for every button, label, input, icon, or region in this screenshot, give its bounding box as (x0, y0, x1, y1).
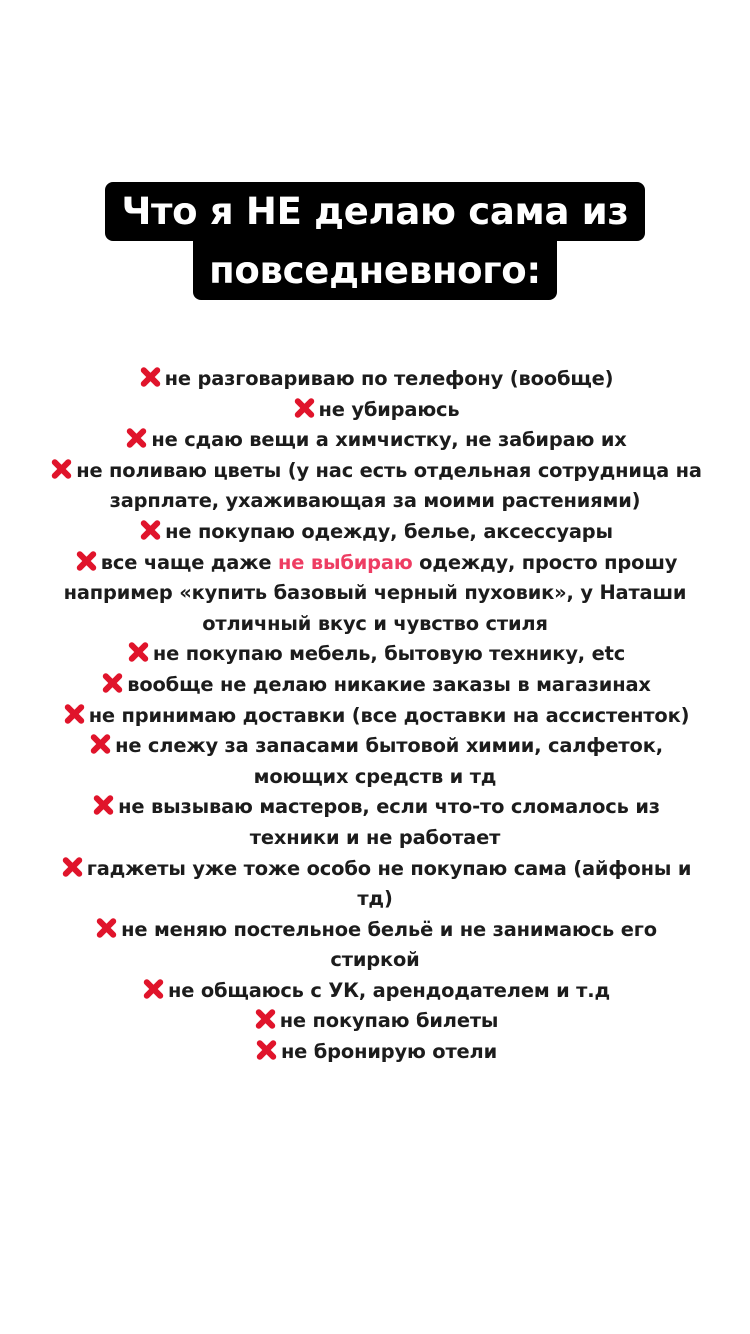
list-item (8, 976, 742, 1007)
list-item (8, 364, 742, 395)
red-cross-mark-icon (140, 978, 166, 1000)
list-item (8, 395, 742, 426)
item-text: не поливаю цветы (у нас есть отдельная сотрудница на (76, 458, 702, 482)
not-do-list (8, 364, 742, 1068)
red-cross-mark-icon (123, 427, 149, 449)
item-text: не покупаю одежду, белье, аксессуары (165, 519, 613, 543)
red-cross-mark-icon (137, 366, 163, 388)
item-text-continued: зарплате, ухаживающая за моими растениями) (109, 489, 641, 513)
title-line-1: Что я НЕ делаю сама из (105, 182, 644, 241)
item-text: не покупаю билеты (279, 1009, 499, 1033)
list-item (8, 670, 742, 701)
red-cross-mark-icon (99, 672, 125, 694)
list-item (8, 456, 742, 517)
item-text: не сдаю вещи а химчистку, не забираю их (151, 428, 627, 452)
red-cross-mark-icon (61, 703, 87, 725)
red-cross-mark-icon (137, 519, 163, 541)
item-text: не слежу за запасами бытовой химии, салфеток, (115, 734, 663, 758)
red-cross-mark-icon (90, 794, 116, 816)
item-text: не разговариваю по телефону (вообще) (164, 367, 614, 390)
list-item (8, 854, 742, 915)
list-item (8, 792, 742, 853)
list-item (8, 731, 742, 792)
list-item (8, 548, 742, 640)
list-item (8, 1037, 742, 1068)
item-text-continued: моющих средств и тд (253, 764, 497, 788)
item-text-continued: например «купить базовый черный пуховик», у Наташи (63, 581, 687, 605)
red-cross-mark-icon (93, 917, 119, 939)
list-item (8, 915, 742, 976)
item-text: не бронирую отели (280, 1040, 498, 1064)
item-text-continued: стиркой (330, 948, 420, 972)
item-text: не общаюсь с УК, арендодателем и т.д (168, 978, 610, 1002)
highlighted-text: не выбираю (278, 550, 413, 574)
item-text: не вызываю мастеров, если что-то сломалось из (118, 795, 660, 819)
item-text: одежду, просто прошу (412, 550, 678, 574)
story-title (0, 182, 750, 300)
item-text: не убираюсь (318, 397, 460, 421)
red-cross-mark-icon (253, 1039, 279, 1061)
list-item (8, 517, 742, 548)
item-text-continued: техники и не работает (249, 825, 501, 849)
red-cross-mark-icon (48, 458, 74, 480)
red-cross-mark-icon (59, 856, 85, 878)
item-text: все чаще даже (100, 550, 278, 574)
red-cross-mark-icon (73, 550, 99, 572)
item-text: гаджеты уже тоже особо не покупаю сама (айфоны и (86, 856, 692, 880)
item-text-continued: тд) (357, 887, 393, 911)
list-item (8, 639, 742, 670)
list-item (8, 701, 742, 732)
list-item (8, 1006, 742, 1037)
item-text: не меняю постельное бельё и не занимаюсь его (121, 917, 657, 941)
list-item (8, 425, 742, 456)
item-text: вообще не делаю никакие заказы в магазинах (127, 672, 651, 696)
red-cross-mark-icon (291, 397, 317, 419)
item-text-continued: отличный вкус и чувство стиля (202, 611, 548, 635)
red-cross-mark-icon (252, 1008, 278, 1030)
red-cross-mark-icon (87, 733, 113, 755)
item-text: не принимаю доставки (все доставки на ассистенток) (88, 703, 690, 727)
red-cross-mark-icon (125, 641, 151, 663)
title-line-2: повседневного: (193, 241, 557, 300)
item-text: не покупаю мебель, бытовую технику, etc (152, 642, 626, 666)
